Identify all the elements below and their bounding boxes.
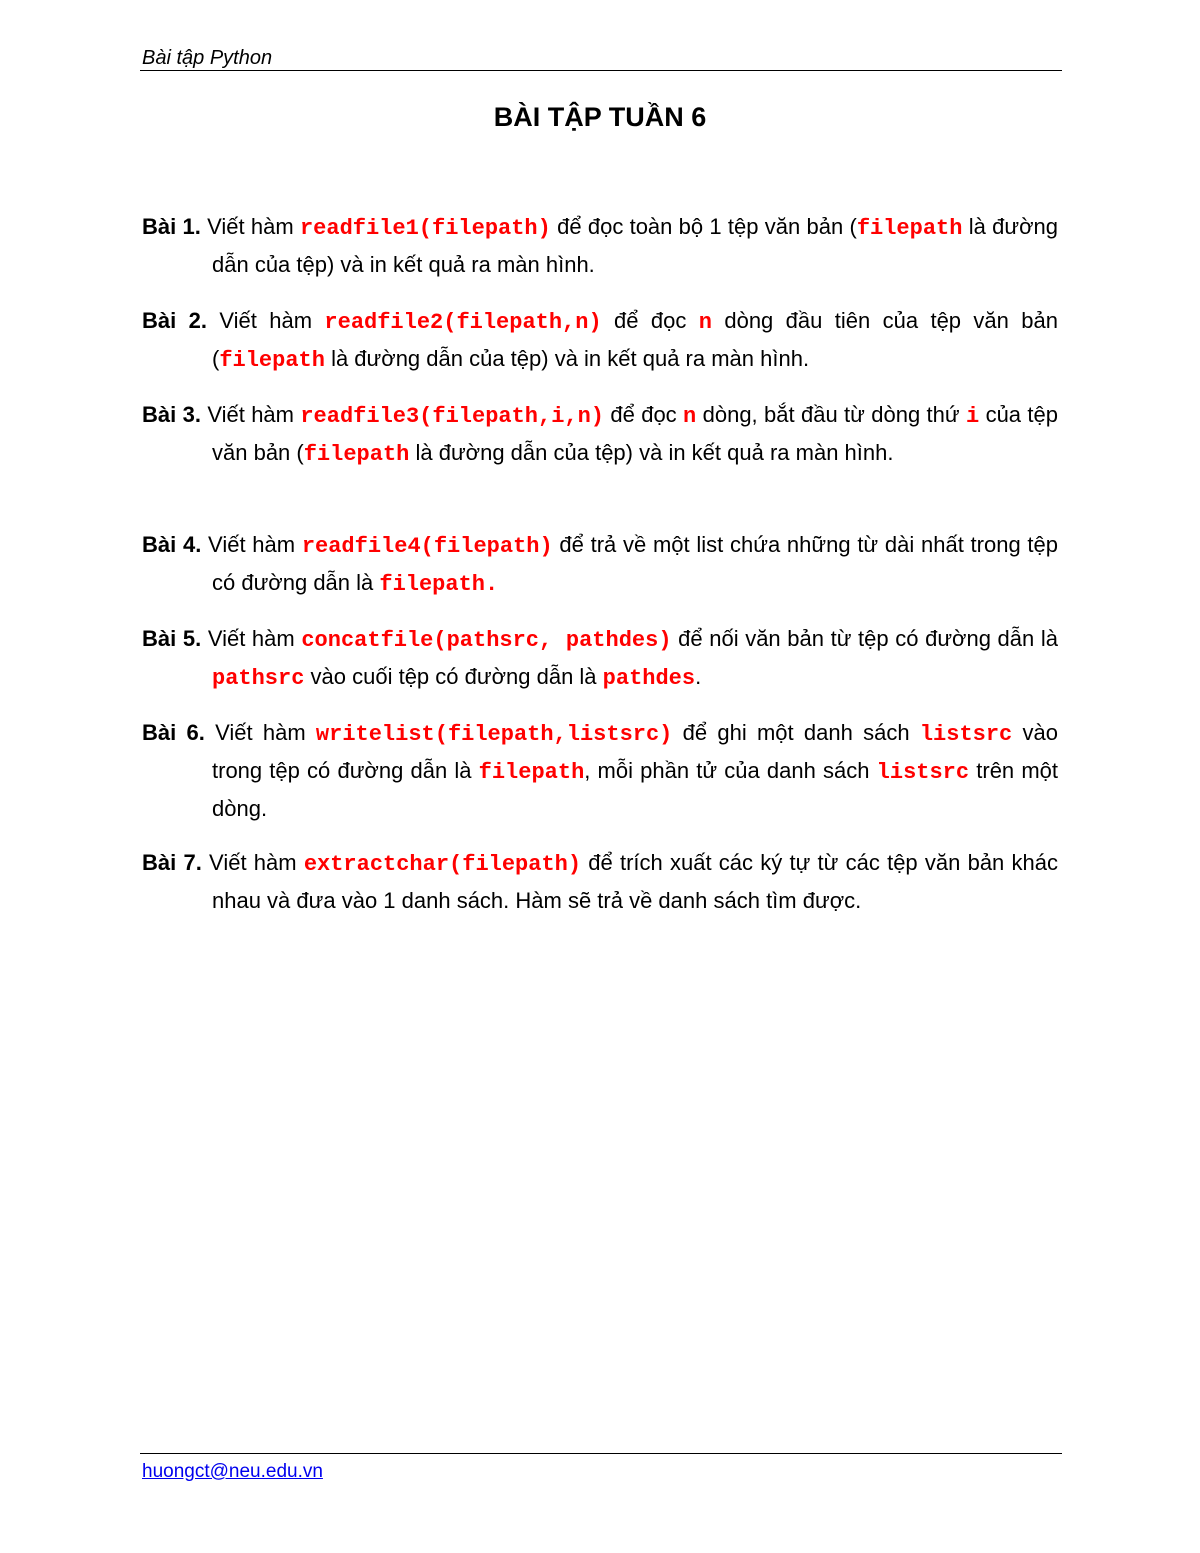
exercise-text: Viết hàm xyxy=(201,626,302,651)
exercise-label: Bài 1. xyxy=(142,214,201,239)
code-snippet: writelist(filepath,listsrc) xyxy=(315,722,673,747)
exercise-text: dòng, bắt đầu từ dòng thứ xyxy=(696,402,966,427)
code-snippet: n xyxy=(698,310,712,335)
code-snippet: readfile2(filepath,n) xyxy=(324,310,602,335)
exercise-label: Bài 5. xyxy=(142,626,202,651)
exercise-3 xyxy=(142,397,1058,473)
code-snippet: i xyxy=(966,404,980,429)
exercise-text: vào trong tệp có đường dẫn là xyxy=(212,720,1058,783)
exercise-4 xyxy=(142,527,1058,603)
exercise-text: để trả về một list chứa những từ dài nhất trong tệp có đường dẫn là xyxy=(212,532,1058,595)
exercise-text: để đọc xyxy=(601,308,699,333)
exercise-text: là đường dẫn của tệp) và in kết quả ra màn hình. xyxy=(409,440,894,465)
exercise-5 xyxy=(142,621,1058,697)
exercise-text: để đọc toàn bộ 1 tệp văn bản ( xyxy=(550,214,857,239)
code-snippet: pathsrc xyxy=(212,666,305,691)
exercise-text: Viết hàm xyxy=(200,214,300,239)
exercise-label: Bài 7. xyxy=(142,850,202,875)
code-snippet: listsrc xyxy=(919,722,1013,747)
running-title: Bài tập Python xyxy=(142,47,273,69)
code-snippet: filepath. xyxy=(379,572,499,597)
code-snippet: pathdes xyxy=(602,666,696,691)
code-snippet: filepath xyxy=(219,348,325,373)
exercise-text: Viết hàm xyxy=(204,720,316,745)
exercise-label: Bài 4. xyxy=(142,532,202,557)
exercise-text: vào cuối tệp có đường dẫn là xyxy=(304,664,603,689)
exercise-text: là đường dẫn của tệp) và in kết quả ra màn hình. xyxy=(324,346,810,371)
exercise-text: của tệp văn bản ( xyxy=(212,402,1058,465)
exercise-1 xyxy=(142,209,1058,283)
exercise-text: , mỗi phần tử của danh sách xyxy=(584,758,877,783)
exercise-text: để trích xuất các ký tự từ các tệp văn bản khác nhau và đưa vào 1 danh sách. Hàm sẽ trả về danh sách tìm được. xyxy=(212,850,1058,913)
exercise-6 xyxy=(142,715,1058,827)
exercise-text: để ghi một danh sách xyxy=(672,720,920,745)
exercise-text: dòng đầu tiên của tệp văn bản ( xyxy=(212,308,1058,371)
code-snippet: listsrc xyxy=(876,760,970,785)
exercise-text: Viết hàm xyxy=(200,402,301,427)
code-snippet: concatfile(pathsrc, pathdes) xyxy=(301,628,672,653)
exercise-label: Bài 2. xyxy=(142,308,207,333)
code-snippet: filepath xyxy=(478,760,585,785)
footer-divider xyxy=(140,1453,1062,1454)
exercise-label: Bài 3. xyxy=(142,402,201,427)
code-snippet: extractchar(filepath) xyxy=(303,852,582,877)
exercise-text: Viết hàm xyxy=(201,532,302,557)
exercise-text: là đường dẫn của tệp) và in kết quả ra màn hình. xyxy=(212,214,1058,277)
code-snippet: readfile3(filepath,i,n) xyxy=(300,404,605,429)
exercise-text: để nối văn bản từ tệp có đường dẫn là xyxy=(671,626,1058,651)
page-title: BÀI TẬP TUẦN 6 xyxy=(493,102,707,132)
code-snippet: n xyxy=(683,404,697,429)
code-snippet: filepath xyxy=(303,442,410,467)
code-snippet: filepath xyxy=(856,216,963,241)
exercise-text: để đọc xyxy=(604,402,684,427)
exercise-text: . xyxy=(695,664,702,689)
code-snippet: readfile4(filepath) xyxy=(301,534,553,559)
exercise-label: Bài 6. xyxy=(142,720,205,745)
exercise-text: Viết hàm xyxy=(201,850,304,875)
exercise-2 xyxy=(142,303,1058,379)
code-snippet: readfile1(filepath) xyxy=(299,216,551,241)
exercise-text: trên một dòng. xyxy=(212,758,1059,821)
exercise-text: Viết hàm xyxy=(206,308,325,333)
exercise-7 xyxy=(142,845,1058,919)
author-email-link[interactable]: huongct@neu.edu.vn xyxy=(142,1461,323,1482)
